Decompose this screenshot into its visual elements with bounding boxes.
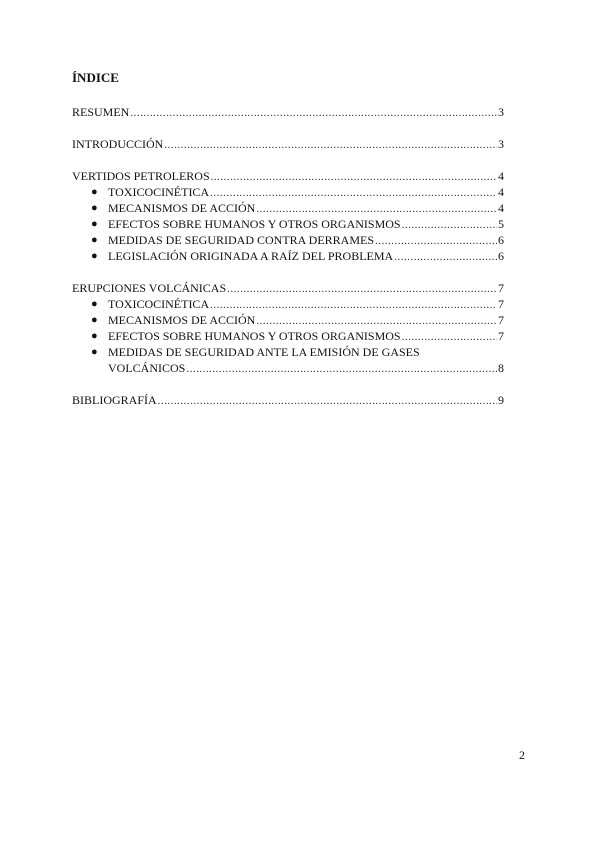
bullet-icon: ● (91, 202, 98, 214)
toc-subentry[interactable] (92, 296, 504, 312)
bullet-icon: ● (91, 234, 98, 246)
leader-dots (210, 296, 497, 312)
toc-page: 4 (498, 185, 504, 199)
toc-subentry[interactable] (92, 200, 504, 216)
index-title: ÍNDICE (72, 70, 119, 85)
leader-dots (210, 184, 497, 200)
leader-dots (256, 200, 497, 216)
toc-label: MECANISMOS DE ACCIÓN (108, 201, 256, 215)
toc-page: 6 (498, 249, 504, 263)
toc-subentry-wrapped[interactable] (92, 344, 504, 376)
bullet-icon: ● (91, 314, 98, 326)
toc-page: 9 (498, 393, 504, 407)
toc-subentry[interactable] (92, 216, 504, 232)
toc-page: 7 (498, 313, 504, 327)
leader-dots (375, 232, 497, 248)
leader-dots (394, 248, 497, 264)
toc-label: ERUPCIONES VOLCÁNICAS (72, 281, 227, 295)
toc-entry-introduccion[interactable] (72, 136, 504, 152)
toc-entry-resumen[interactable] (72, 104, 504, 120)
toc-subentry[interactable] (92, 248, 504, 264)
toc-subentry[interactable] (92, 232, 504, 248)
toc-page: 5 (498, 217, 504, 231)
toc-label: LEGISLACIÓN ORIGINADA A RAÍZ DEL PROBLEMA (108, 249, 394, 263)
toc-label-line1: MEDIDAS DE SEGURIDAD ANTE LA EMISIÓN DE GASES (108, 345, 420, 359)
toc-label: INTRODUCCIÓN (72, 137, 164, 151)
leader-dots (130, 104, 497, 120)
bullet-icon: ● (91, 250, 98, 262)
toc-label: EFECTOS SOBRE HUMANOS Y OTROS ORGANISMOS (108, 217, 401, 231)
toc-page: 3 (498, 105, 504, 119)
leader-dots (211, 168, 497, 184)
toc-page: 8 (498, 361, 504, 375)
toc-subentry[interactable] (92, 312, 504, 328)
bullet-icon: ● (91, 298, 98, 310)
toc-subentry[interactable] (92, 328, 504, 344)
toc-label: BIBLIOGRAFÍA (72, 393, 157, 407)
toc-entry-vertidos[interactable] (72, 168, 504, 184)
toc-label: TOXICOCINÉTICA (108, 297, 210, 311)
toc-label-line2: VOLCÁNICOS (108, 361, 186, 375)
toc-subentry[interactable] (92, 184, 504, 200)
bullet-icon: ● (91, 218, 98, 230)
toc-page: 7 (498, 297, 504, 311)
toc-page: 3 (498, 137, 504, 151)
leader-dots (164, 136, 497, 152)
bullet-icon: ● (91, 346, 98, 358)
toc-page: 6 (498, 233, 504, 247)
toc-page: 4 (498, 201, 504, 215)
toc-label: EFECTOS SOBRE HUMANOS Y OTROS ORGANISMOS (108, 329, 401, 343)
toc-label: TOXICOCINÉTICA (108, 185, 210, 199)
leader-dots (158, 392, 497, 408)
leader-dots (186, 360, 497, 376)
toc-entry-bibliografia[interactable] (72, 392, 504, 408)
leader-dots (256, 312, 497, 328)
table-of-contents (72, 104, 504, 408)
toc-entry-erupciones[interactable] (72, 280, 504, 296)
toc-page: 7 (498, 329, 504, 343)
page-number: 2 (519, 748, 525, 762)
toc-subentries-vertidos (92, 184, 504, 264)
toc-label: MECANISMOS DE ACCIÓN (108, 313, 256, 327)
leader-dots (227, 280, 497, 296)
bullet-icon: ● (91, 186, 98, 198)
toc-label: VERTIDOS PETROLEROS (72, 169, 210, 183)
toc-page: 4 (498, 169, 504, 183)
toc-label: MEDIDAS DE SEGURIDAD CONTRA DERRAMES (108, 233, 375, 247)
leader-dots (402, 216, 497, 232)
toc-subentries-erupciones (92, 296, 504, 376)
toc-label: RESUMEN (72, 105, 130, 119)
leader-dots (402, 328, 497, 344)
toc-page: 7 (498, 281, 504, 295)
bullet-icon: ● (91, 330, 98, 342)
